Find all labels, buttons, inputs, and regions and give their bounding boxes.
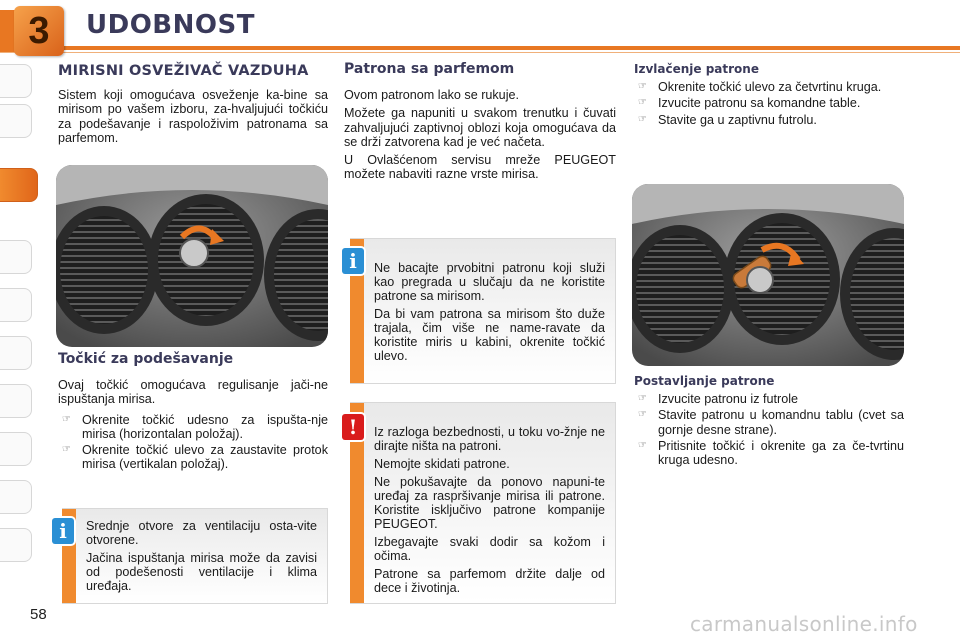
list-item: ☞ Izvucite patronu sa komandne table. (634, 96, 904, 110)
section-heading-wheel: Točkić za podešavanje (58, 351, 234, 367)
right-column-removal (634, 62, 904, 129)
warning-box-safety (350, 402, 616, 604)
chapter-tab-6[interactable] (0, 336, 32, 370)
install-bullet-list (634, 392, 904, 467)
info-box-content (374, 261, 605, 367)
list-item: ☞ Izvucite patronu iz futrole (634, 392, 904, 406)
warning-text: Nemojte skidati patrone. (374, 457, 510, 471)
section-heading-install: Postavljanje patrone (634, 374, 775, 388)
wheel-paragraph: Ovaj točkić omogućava regulisanje jači-ne ispuštanja mirisa. (58, 378, 328, 407)
intro-paragraph: Sistem koji omogućava osveženje ka-bine sa mirisom po vašem izboru, za-hvaljujući točkiću za podešavanje i raspoloživim patronama sa parfemom. (58, 88, 328, 145)
header-rule (64, 46, 960, 50)
right-column-install (634, 374, 904, 469)
list-item: ☞ Stavite patronu u komandnu tablu (cvet sa gornje desne strane). (634, 408, 904, 436)
dashboard-vents-photo (56, 165, 328, 347)
list-item: ☞ Okrenite točkić ulevo za zaustavite protok mirisa (vertikalan položaj). (58, 443, 328, 471)
info-text: Jačina ispuštanja mirisa može da zavisi od podešenosti ventilacije i klima uređaja. (86, 551, 317, 593)
paragraph: Možete ga napuniti u svakom trenutku i čuvati zahvaljujući zaptivnoj oblozi koja omogućava da se drži zatvorena kad je već načeta. (344, 106, 616, 149)
cartridge-insertion-photo (632, 184, 904, 366)
chapter-tab-1[interactable] (0, 64, 32, 98)
page-header (0, 0, 960, 56)
chapter-tab-10[interactable] (0, 528, 32, 562)
info-text: Srednje otvore za ventilaciju osta-vite otvorene. (86, 519, 317, 547)
chapter-tab-4[interactable] (0, 240, 32, 274)
chapter-tab-2[interactable] (0, 104, 32, 138)
page-number: 58 (30, 606, 47, 623)
warning-text: Izbegavajte svaki dodir sa kožom i očima. (374, 535, 605, 563)
chapter-tab-5[interactable] (0, 288, 32, 322)
warning-text: Iz razloga bezbednosti, u toku vo-žnje ne dirajte ništa na patroni. (374, 425, 605, 453)
chapter-number-badge: 3 (14, 6, 64, 56)
warning-text: Patrone sa parfemom držite dalje od dece i životinja. (374, 567, 605, 595)
removal-bullet-list (634, 80, 904, 127)
warning-icon: ! (342, 414, 364, 440)
warning-box-content (374, 425, 605, 599)
middle-column (344, 62, 616, 185)
info-box-content (86, 519, 317, 597)
info-text: Ne bacajte prvobitni patronu koji služi kao pregrada u slučaju da ne koristite patrone sa mirisom. (374, 261, 605, 303)
section-heading-cartridge: Patrona sa parfemom (344, 61, 515, 77)
chapter-tab-9[interactable] (0, 480, 32, 514)
watermark: carmanualsonline.info (690, 612, 918, 636)
chapter-title: UDOBNOST (86, 10, 255, 40)
chapter-tab-3-active[interactable] (0, 168, 38, 202)
info-icon: i (52, 518, 74, 544)
chapter-tab-8[interactable] (0, 432, 32, 466)
section-heading-air-freshener: MIRISNI OSVEŽIVAČ VAZDUHA (58, 63, 309, 79)
wheel-bullet-list (58, 413, 328, 472)
info-text: Da bi vam patrona sa mirisom što duže trajala, čim više ne name-ravate da koristite miris u kabini, okrenite točkić ulevo. (374, 307, 605, 363)
list-item: ☞ Okrenite točkić udesno za ispušta-nje mirisa (horizontalan položaj). (58, 413, 328, 441)
warning-text: Ne pokušavajte da ponovo napuni-te uređaj za raspršivanje mirisa ili patrone. Koristite isključivo patrone kompanije PEUGEOT. (374, 475, 605, 531)
chapter-tabs (0, 64, 40, 584)
section-heading-removal: Izvlačenje patrone (634, 62, 759, 76)
wheel-section (58, 352, 328, 473)
left-column (58, 64, 328, 145)
list-item: ☞ Pritisnite točkić i okrenite ga za če-tvrtinu kruga udesno. (634, 439, 904, 467)
list-item: ☞ Okrenite točkić ulevo za četvrtinu kruga. (634, 80, 904, 94)
cartridge-paragraphs (344, 88, 616, 181)
info-icon: i (342, 248, 364, 274)
paragraph: Ovom patronom lako se rukuje. (344, 88, 519, 103)
list-item: ☞ Stavite ga u zaptivnu futrolu. (634, 113, 904, 127)
info-box-cartridge (350, 238, 616, 384)
chapter-tab-7[interactable] (0, 384, 32, 418)
info-box-ventilation (62, 508, 328, 604)
header-rule-thin (0, 52, 960, 53)
paragraph: U Ovlašćenom servisu mreže PEUGEOT možete nabaviti razne vrste mirisa. (344, 153, 616, 182)
